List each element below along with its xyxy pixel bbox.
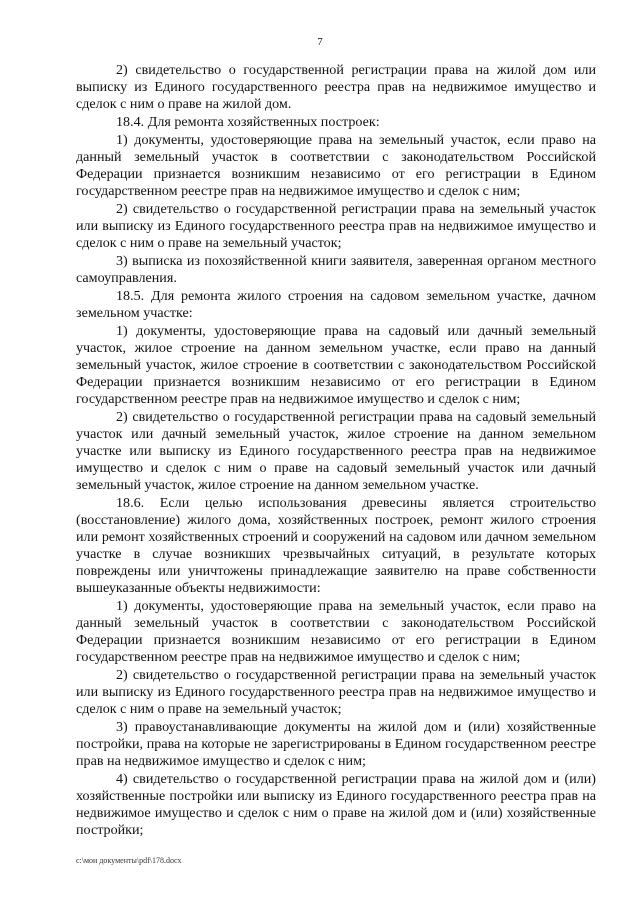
- section-heading-18-6: 18.6. Если целью использования древесины является строительство (восстановление) жилого дома, хозяйственных построек, ремонт жилого строения или ремонт хозяйственных строений и сооружений на садовом или дачном земельном участке в случае возникших чрезвычайных ситуаций, в результате которых повреждены или уничтожены принадлежащие заявителю на праве собственности вышеуказанные объекты недвижимости:: [76, 495, 596, 596]
- page-number: 7: [317, 36, 323, 48]
- document-body: [76, 62, 596, 840]
- paragraph-18-6-item-1: 1) документы, удостоверяющие права на земельный участок, если право на данный земельный участок в соответствии с законодательством Российской Федерации признается возникшим независимо от его регистрации в Едином государственном реестре прав на недвижимое имущество и сделок с ним;: [76, 598, 596, 665]
- section-heading-18-4: 18.4. Для ремонта хозяйственных построек:: [116, 114, 380, 130]
- footer-file-path: c:\мои документы\pdf\178.docx: [76, 856, 182, 865]
- paragraph-item-2-house-registration: 2) свидетельство о государственной регистрации права на жилой дом или выписку из Единого государственного реестра прав на недвижимое имущество и сделок с ним о праве на жилой дом.: [76, 62, 596, 112]
- paragraph-18-4-item-2: 2) свидетельство о государственной регистрации права на земельный участок или выписку из Единого государственного реестра прав на недвижимое имущество и сделок с ним о праве на земельный участок;: [76, 201, 596, 251]
- paragraph-18-5-item-1: 1) документы, удостоверяющие права на садовый или дачный земельный участок, жилое строение на данном земельном участке, если право на данный земельный участок, жилое строение в соответствии с законодательством Российской Федерации признается возникшим независимо от его регистрации в Едином государственном реестре прав на недвижимое имущество и сделок с ним;: [76, 323, 596, 407]
- paragraph-18-6-item-3: 3) правоустанавливающие документы на жилой дом и (или) хозяйственные постройки, права на которые не зарегистрированы в Едином государственном реестре прав на недвижимое имущество и сделок с ним;: [76, 719, 596, 769]
- paragraph-18-4-item-3: 3) выписка из похозяйственной книги заявителя, заверенная органом местного самоуправления.: [76, 253, 596, 286]
- paragraph-18-5-item-2: 2) свидетельство о государственной регистрации права на садовый земельный участок или дачный земельный участок, жилое строение на данном земельном участке или выписку из Единого государственного реестра прав на недвижимое имущество и сделок с ним о праве на садовый земельный участок или дачный земельный участок, жилое строение на данном земельном участке.: [76, 409, 596, 493]
- section-heading-18-5: 18.5. Для ремонта жилого строения на садовом земельном участке, дачном земельном участке:: [76, 288, 596, 321]
- paragraph-18-6-item-4: 4) свидетельство о государственной регистрации права на жилой дом и (или) хозяйственные постройки или выписку из Единого государственного реестра прав на недвижимое имущество и сделок с ним о праве на жилой дом и (или) хозяйственные постройки;: [76, 771, 596, 838]
- paragraph-18-6-item-2: 2) свидетельство о государственной регистрации права на земельный участок или выписку из Единого государственного реестра прав на недвижимое имущество и сделок с ним о праве на земельный участок;: [76, 667, 596, 717]
- paragraph-18-4-item-1: 1) документы, удостоверяющие права на земельный участок, если право на данный земельный участок в соответствии с законодательством Российской Федерации признается возникшим независимо от его регистрации в Едином государственном реестре прав на недвижимое имущество и сделок с ним;: [76, 132, 596, 199]
